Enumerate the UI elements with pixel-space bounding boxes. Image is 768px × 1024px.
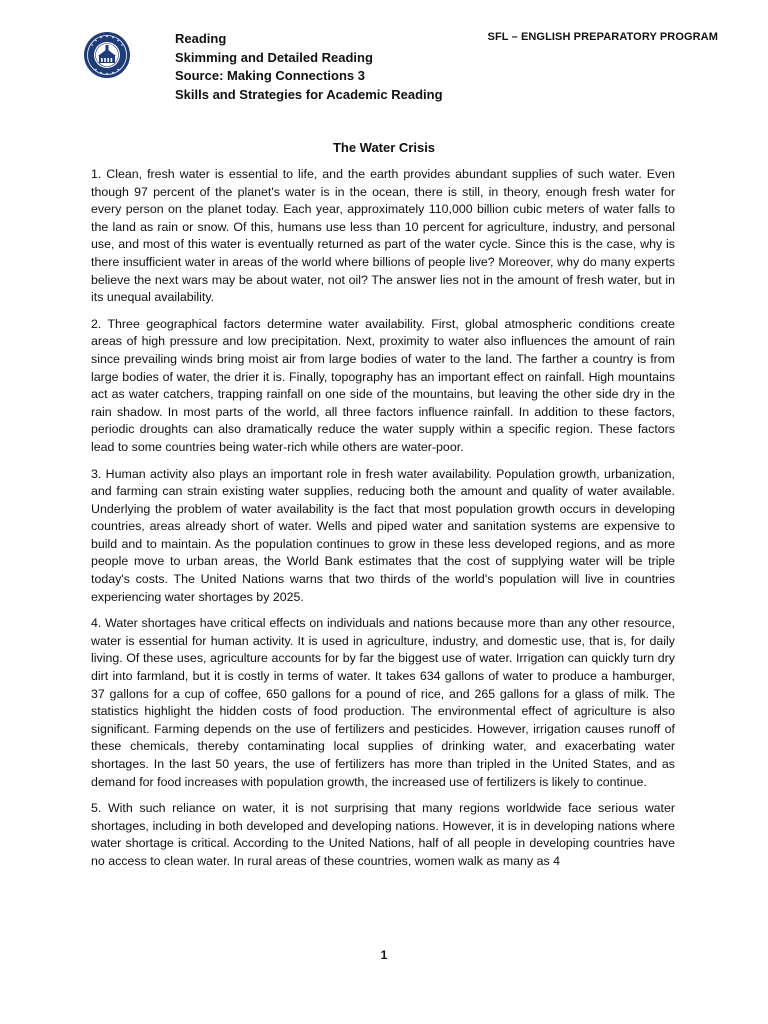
course-header — [175, 30, 443, 104]
article-body — [91, 166, 675, 880]
page-number: 1 — [380, 948, 388, 962]
paragraph-3: 3. Human activity also plays an important role in fresh water availability. Population growth, urbanization, and farming can strain existing water supplies, reducing both the amount and quality of water available. Underlying the problem of water availability is the fact that most population growth occurs in developing countries, areas already short of water. Wells and piped water and sanitation systems are expensive to build and to maintain. As the population continues to grow in these less developed regions, and as more people move to urban areas, the World Bank estimates that the cost of supplying water will be triple today's costs. The United Nations warns that two thirds of the world's population will live in countries experiencing water shortages by 2025. — [91, 466, 675, 604]
header-line-subtitle: Skills and Strategies for Academic Reading — [175, 86, 443, 102]
paragraph-2: 2. Three geographical factors determine water availability. First, global atmospheric conditions create areas of high pressure and low precipitation. Next, proximity to water also influences the amount of rain since prevailing winds bring moist air from large bodies of water to the land. The farther a country is from large bodies of water, the drier it is. Finally, topography has an important effect on rainfall. High mountains act as water catchers, trapping rainfall on one side of the mountains, but leaving the other side dry in the rain shadow. In most parts of the world, all three factors influence rainfall. In addition to these factors, periodic droughts can also dramatically reduce the water supply within a specific region. These factors lead to some countries being water-rich while others are water-poor. — [91, 316, 675, 454]
paragraph-5: 5. With such reliance on water, it is not surprising that many regions worldwide face serious water shortages, including in both developed and developing nations. However, it is in developing nations where water shortage is critical. According to the United Nations, half of all people in developing countries have no access to clean water. In rural areas of these countries, women walk as many as 4 — [91, 801, 675, 868]
header-line-skill: Skimming and Detailed Reading — [175, 49, 373, 65]
university-logo — [83, 31, 131, 79]
header-line-reading: Reading — [175, 31, 227, 46]
header-line-source: Source: Making Connections 3 — [175, 68, 365, 83]
paragraph-1: 1. Clean, fresh water is essential to life, and the earth provides abundant supplies of such water. Even though 97 percent of the planet's water is in the ocean, there is still, in theory, enough fresh water for every person on the planet today. Each year, approximately 110,000 billion cubic meters of water falls to the land as rain or snow. Of this, humans use less than 10 percent for agriculture, industry, and personal use, and most of this water is eventually returned as part of the water cycle. Since this is the case, why is there insufficient water in areas of the world where billions of people live? Moreover, why do many experts believe the next wars may be about water, not oil? The answer lies not in the amount of fresh water, but in its unequal availability. — [91, 167, 675, 305]
paragraph-4: 4. Water shortages have critical effects on individuals and nations because more than any other resource, water is essential for human activity. It is used in agriculture, industry, and domestic use, that is, for daily living. Of these uses, agriculture accounts for by far the biggest use of water. Irrigation can quickly turn dry dirt into farmland, but it is costly in terms of water. It takes 634 gallons of water to produce a hamburger, 37 gallons for a cup of coffee, 650 gallons for a pound of rice, and 265 gallons for a glass of milk. The statistics highlight the hidden costs of food production. The environmental effect of agriculture is also significant. Farming depends on the use of fertilizers and pesticides. However, irrigation causes runoff of these chemicals, thereby contaminating local supplies of drinking water, and exacerbating water shortages. In the last 50 years, the use of fertilizers has more than tripled in the United States, and as demand for food increases with population growth, the increased use of fertilizers is likely to continue. — [91, 616, 675, 789]
document-title: The Water Crisis — [332, 140, 436, 155]
program-name: SFL – ENGLISH PREPARATORY PROGRAM — [487, 31, 718, 43]
